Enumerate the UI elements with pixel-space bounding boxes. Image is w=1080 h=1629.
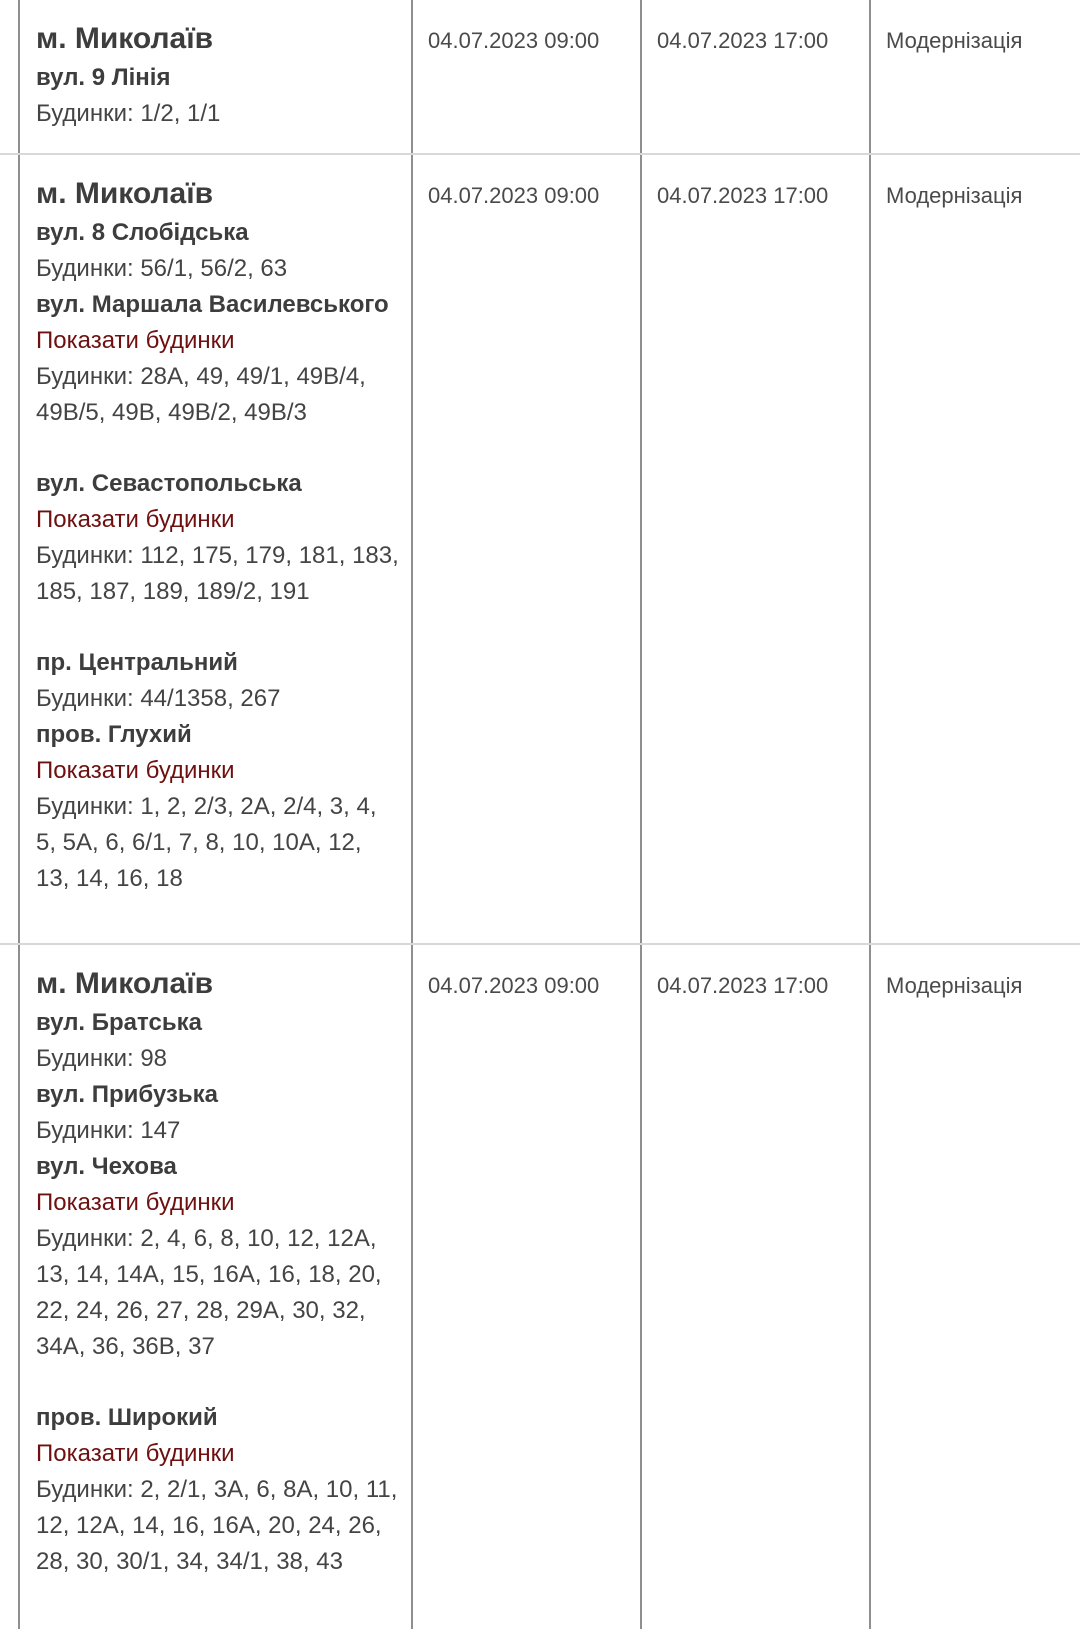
end-time: 04.07.2023 17:00 (657, 183, 829, 208)
start-time-cell (413, 0, 642, 153)
houses-list: Будинки: 2, 2/1, 3А, 6, 8А, 10, 11, 12, 12А, 14, 16, 16А, 20, 24, 26, 28, 30, 30/1, 34, 34/1, 38, 43 (36, 1476, 398, 1575)
reason-cell (871, 945, 1080, 1629)
table-row (0, 945, 1080, 1629)
table-row (0, 155, 1080, 945)
houses-list: Будинки: 44/1358, 267 (36, 685, 281, 712)
street-name: вул. 9 Лінія (36, 64, 171, 91)
address-cell (18, 155, 413, 943)
city-name: м. Миколаїв (36, 967, 214, 1000)
end-time-cell (642, 0, 871, 153)
street-name: вул. Братська (36, 1009, 202, 1036)
show-houses-link[interactable]: Показати будинки (36, 1440, 235, 1467)
city-name: м. Миколаїв (36, 22, 214, 55)
start-time: 04.07.2023 09:00 (428, 28, 600, 53)
houses-list: Будинки: 1/2, 1/1 (36, 100, 221, 127)
city-name: м. Миколаїв (36, 177, 214, 210)
street-name: вул. Прибузька (36, 1081, 219, 1108)
street-name: вул. Севастопольська (36, 470, 302, 497)
table-row (0, 0, 1080, 155)
start-time-cell (413, 155, 642, 943)
houses-list: Будинки: 1, 2, 2/3, 2А, 2/4, 3, 4, 5, 5А, 6, 6/1, 7, 8, 10, 10А, 12, 13, 14, 16, 18 (36, 793, 377, 892)
show-houses-link[interactable]: Показати будинки (36, 1189, 235, 1216)
reason-cell (871, 0, 1080, 153)
houses-list: Будинки: 2, 4, 6, 8, 10, 12, 12А, 13, 14, 14А, 15, 16А, 16, 18, 20, 22, 24, 26, 27, 28, 29А, 30, 32, 34А, 36, 36В, 37 (36, 1225, 382, 1360)
show-houses-link[interactable]: Показати будинки (36, 757, 235, 784)
reason-text: Модернізація (886, 183, 1023, 208)
reason-text: Модернізація (886, 28, 1023, 53)
houses-list: Будинки: 98 (36, 1045, 168, 1072)
street-name: пров. Широкий (36, 1404, 218, 1431)
houses-list: Будинки: 28А, 49, 49/1, 49В/4, 49В/5, 49В, 49В/2, 49В/3 (36, 363, 366, 426)
houses-list: Будинки: 112, 175, 179, 181, 183, 185, 187, 189, 189/2, 191 (36, 542, 399, 605)
reason-cell (871, 155, 1080, 943)
address-cell (18, 0, 413, 153)
end-time-cell (642, 945, 871, 1629)
end-time: 04.07.2023 17:00 (657, 973, 829, 998)
end-time-cell (642, 155, 871, 943)
street-name: пров. Глухий (36, 721, 192, 748)
street-name: пр. Центральний (36, 649, 238, 676)
street-name: вул. Чехова (36, 1153, 177, 1180)
start-time: 04.07.2023 09:00 (428, 973, 600, 998)
houses-list: Будинки: 147 (36, 1117, 181, 1144)
street-name: вул. Маршала Василевського (36, 291, 389, 318)
street-name: вул. 8 Слобідська (36, 219, 249, 246)
show-houses-link[interactable]: Показати будинки (36, 327, 235, 354)
show-houses-link[interactable]: Показати будинки (36, 506, 235, 533)
start-time: 04.07.2023 09:00 (428, 183, 600, 208)
houses-list: Будинки: 56/1, 56/2, 63 (36, 255, 288, 282)
start-time-cell (413, 945, 642, 1629)
address-cell (18, 945, 413, 1629)
end-time: 04.07.2023 17:00 (657, 28, 829, 53)
reason-text: Модернізація (886, 973, 1023, 998)
